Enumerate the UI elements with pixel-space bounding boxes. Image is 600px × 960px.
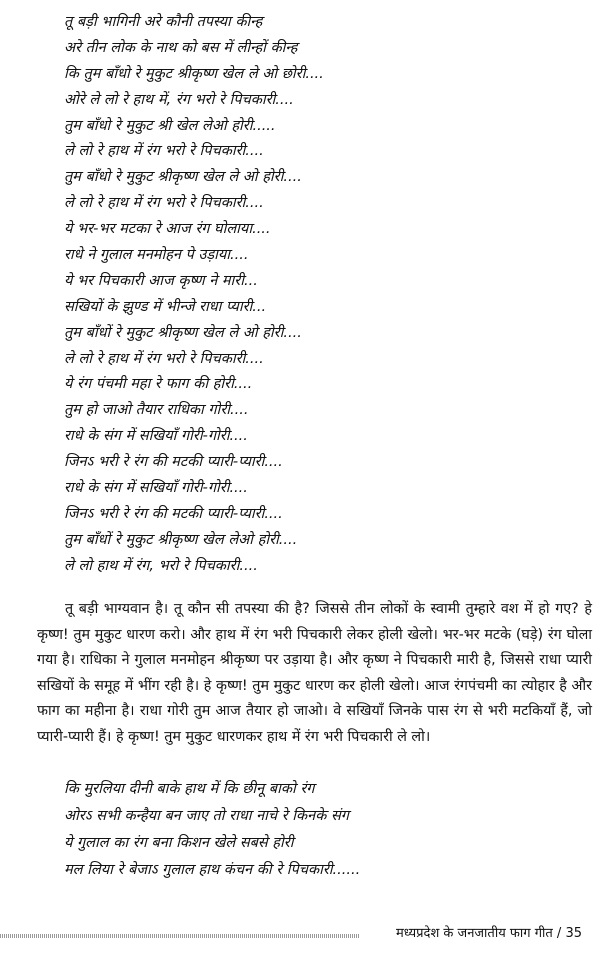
verse-line: तुम हो जाओ तैयार राधिका गोरी....	[64, 402, 249, 419]
verse-line: ये गुलाल का रंग बना किशन खेले सबसे होरी	[64, 835, 294, 851]
verse-line: ले लो रे हाथ में रंग भरो रे पिचकारी....	[64, 143, 264, 160]
verse-line: ये भर-भर मटका रे आज रंग घोलाया....	[64, 221, 271, 238]
verse-line: ओरे ले लो रे हाथ में, रंग भरो रे पिचकारी....	[64, 91, 294, 108]
verse-line: तुम बाँधो रे मुकुट श्री खेल लेओ होरी.....	[64, 117, 276, 134]
translation-paragraph: तू बड़ी भाग्यवान है। तू कौन सी तपस्या की है? जिससे तीन लोकों के स्वामी तुम्हारे वश में हो गए? हे कृष्ण! तुम मुकुट धारण करो। और हाथ में रंग भरी पिचकारी लेकर होली खेलो। भर-भर मटके (घड़े) रंग घोला गया है। राधिका ने गुलाल मनमोहन श्रीकृष्ण पर उड़ाया है। और कृष्ण ने पिचकारी मारी है, जिससे राधा प्यारी सखियों के समूह में भींग रही है। हे कृष्ण! तुम मुकुट धारण कर होली खेलो। आज रंगपंचमी का त्योहार है और फाग का महीना है। राधा गोरी तुम आज तैयार हो जाओ। वे सखियाँ जिनके पास रंग से भरी मटकियाँ हैं, जो प्यारी-प्यारी हैं। हे कृष्ण! तुम मुकुट धारणकर हाथ में रंग भरी पिचकारी ले लो।	[37, 601, 592, 745]
verse-line: ये भर पिचकारी आज कृष्ण ने मारी...	[64, 272, 258, 289]
verse-line: तुम बाँधों रे मुकुट श्रीकृष्ण खेल ले ओ होरी....	[64, 324, 302, 341]
verse-line: जिनऽ भरी रे रंग की मटकी प्यारी-प्यारी....	[64, 454, 283, 471]
closing-verse	[64, 776, 584, 884]
verse-line: मल लिया रे बेजाऽ गुलाल हाथ कंचन की रे पिचकारी......	[64, 862, 361, 878]
verse-line: अरे तीन लोक के नाथ को बस में लीन्हों कीन्ह	[64, 39, 298, 56]
verse-line: जिनऽ भरी रे रंग की मटकी प्यारी-प्यारी....	[64, 505, 283, 522]
footer-divider	[0, 934, 360, 938]
verse-line: तुम बाँधों रे मुकुट श्रीकृष्ण खेल लेओ होरी....	[64, 531, 298, 548]
running-footer: मध्यप्रदेश के जनजातीय फाग गीत / 35	[395, 926, 582, 941]
verse-line: ले लो रे हाथ में रंग भरो रे पिचकारी....	[64, 350, 264, 367]
verse-line: कि मुरलिया दीनी बाके हाथ में कि छीनू बाको रंग	[64, 781, 315, 797]
verse-line: ले लो रे हाथ में रंग भरो रे पिचकारी....	[64, 195, 264, 212]
verse-line: ले लो हाथ में रंग, भरो रे पिचकारी....	[64, 557, 258, 574]
verse-line: तुम बाँधो रे मुकुट श्रीकृष्ण खेल ले ओ होरी....	[64, 169, 302, 186]
verse-line: राधे के संग में सखियाँ गोरी-गोरी....	[64, 480, 248, 497]
verse-line: ये रंग पंचमी महा रे फाग की होरी....	[64, 376, 253, 393]
verse-line: कि तुम बाँधो रे मुकुट श्रीकृष्ण खेल ले ओ छोरी....	[64, 65, 324, 82]
verse-line: राधे के संग में सखियाँ गोरी-गोरी....	[64, 428, 248, 445]
translation-block	[37, 597, 592, 751]
verse-line: तू बड़ी भागिनी अरे कौनी तपस्या कीन्ह	[64, 14, 263, 30]
verse-line: ओरऽ सभी कन्हैया बन जाए तो राधा नाचे रे किनके संग	[64, 808, 349, 824]
verse-line: सखियों के झुण्ड में भीन्जे राधा प्यारी...	[64, 298, 267, 315]
song-verse	[64, 10, 584, 580]
verse-line: राधे ने गुलाल मनमोहन पे उड़ाया....	[64, 247, 249, 264]
